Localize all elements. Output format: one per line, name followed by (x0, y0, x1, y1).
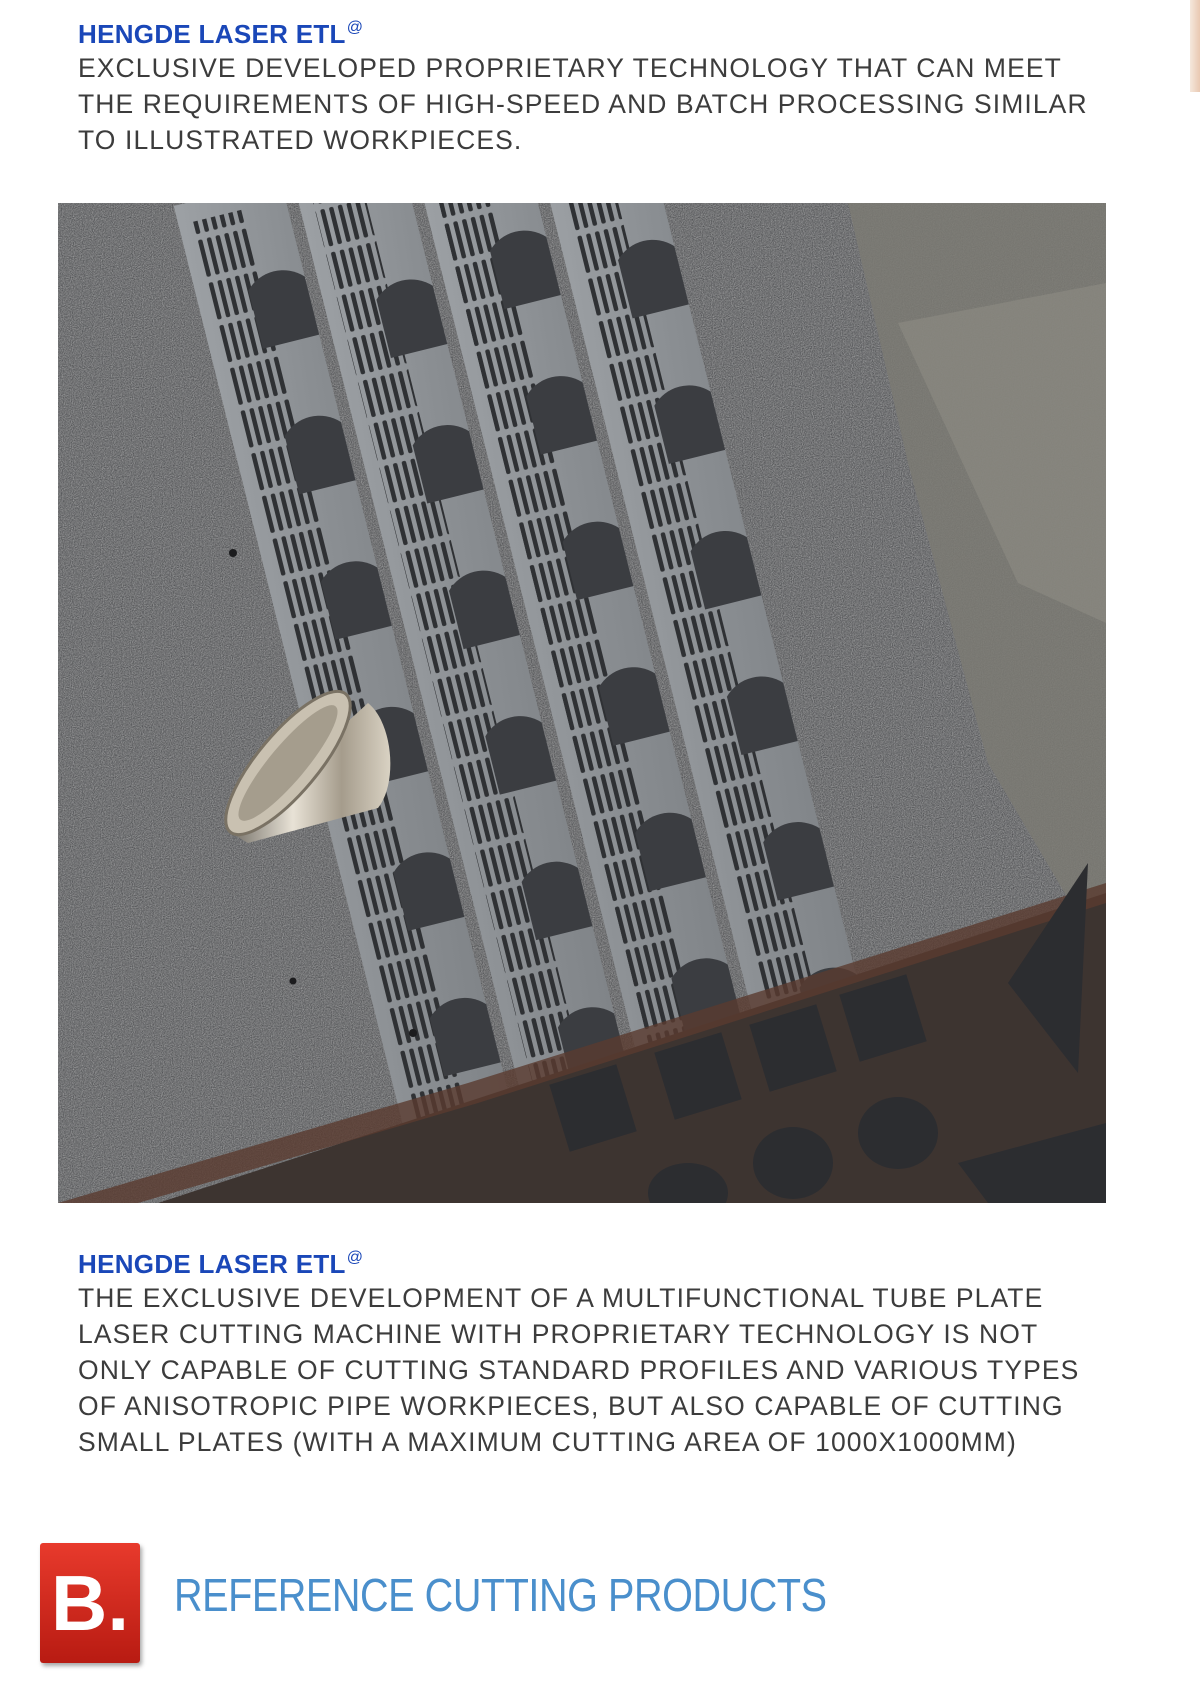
page-edge-strip (1190, 0, 1200, 92)
laser-cut-sheet-photo (58, 203, 1106, 1203)
brand-heading (78, 1248, 1118, 1280)
brand-mark: @ (346, 19, 364, 36)
brand-name: HENGDE LASER ETL (78, 19, 346, 49)
brand-mark: @ (346, 1249, 364, 1266)
machine-description: THE EXCLUSIVE DEVELOPMENT OF A MULTIFUNCTIONAL TUBE PLATE LASER CUTTING MACHINE WITH PROPRIETARY TECHNOLOGY IS NOT ONLY CAPABLE OF CUTTING STANDARD PROFILES AND VARIOUS TYPES OF ANISOTROPIC PIPE WORKPIECES, BUT ALSO CAPABLE OF CUTTING SMALL PLATES (WITH A MAXIMUM CUTTING AREA OF 1000X1000MM) (78, 1283, 1080, 1457)
intro-description: EXCLUSIVE DEVELOPED PROPRIETARY TECHNOLOGY THAT CAN MEET THE REQUIREMENTS OF HIGH-SPEED AND BATCH PROCESSING SIMILAR TO ILLUSTRATED WORKPIECES. (78, 53, 1088, 155)
section-badge: B. (40, 1543, 140, 1663)
intro-text-block (78, 18, 1118, 158)
brand-name: HENGDE LASER ETL (78, 1249, 346, 1279)
machine-text-block (78, 1248, 1118, 1460)
brand-heading (78, 18, 1118, 50)
section-title: REFERENCE CUTTING PRODUCTS (174, 1569, 827, 1621)
